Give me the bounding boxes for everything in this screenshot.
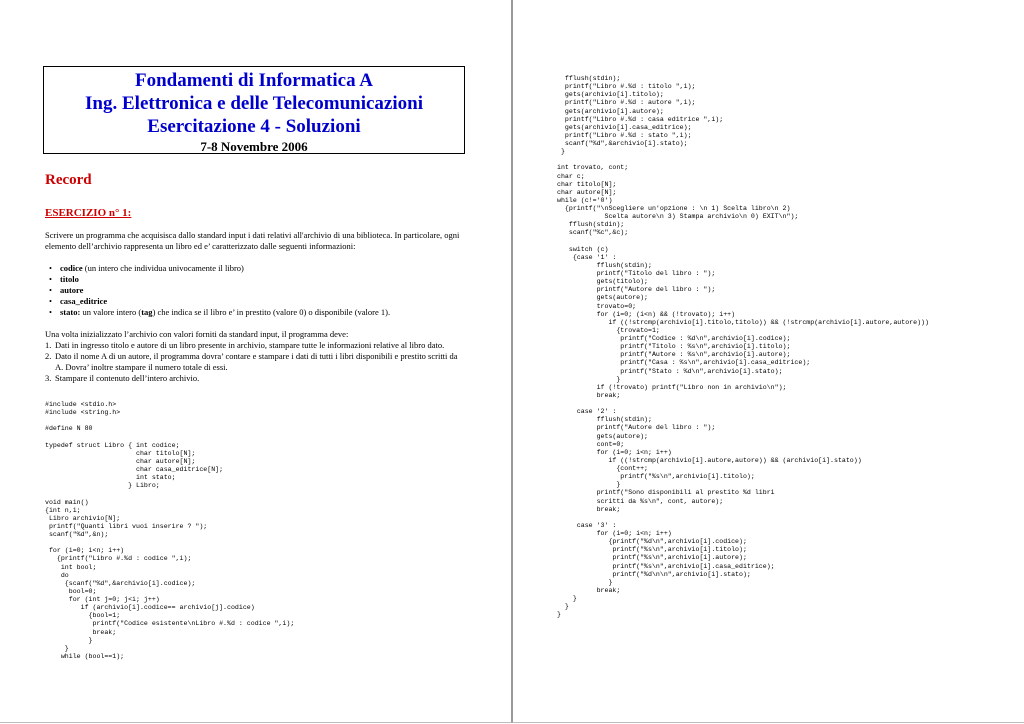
step-text: Stampare il contenuto dell’intero archivio. — [55, 373, 200, 383]
field-tag: tag — [141, 307, 153, 317]
field-desc: ) che indica se il libro e’ in prestito (valore 0) o disponibile (valore 1). — [152, 307, 391, 317]
code-block-left: #include <stdio.h> #include <string.h> #define N 80 typedef struct Libro { int codice; char titolo[N]; char autore[N]; char casa_editrice[N]; int stato; } Libro; void main() {int n,i; Libro archivio[N]; printf("Quanti libri vuoi inserire ? "); scanf("%d",&n); for (i=0; i<n; i++) {printf("Libro #.%d : codice ",i); int bool; do {scanf("%d",&archivio[i].codice); bool=0; for (int j=0; j<i; j++) if (archivio[i].codice== archivio[j].codice) {bool=1; printf("Codice esistente\nLibro #.%d : codice ",i); break; } } while (bool==1); — [45, 401, 295, 660]
step-item — [45, 340, 465, 351]
field-item — [45, 285, 465, 296]
step-text: Dati in ingresso titolo e autore di un libro presente in archivio, stampare tutte le informazioni relative al libro dato. — [55, 340, 445, 350]
step-number: 3. — [45, 373, 52, 383]
step-item — [45, 351, 465, 373]
field-name: titolo — [60, 274, 79, 284]
steps-intro: Una volta inizializzato l’archivio con valori forniti da standard input, il programma deve: — [45, 329, 349, 339]
step-text: Dato il nome A di un autore, il programma dovra’ contare e stampare i dati di tutti i libri disponibili e prestito scritti da A. Dovra’ inoltre stampare il numero totale di essi. — [55, 351, 458, 372]
title-line-1: Fondamenti di Informatica A — [134, 70, 374, 91]
left-page — [0, 0, 512, 723]
step-number: 1. — [45, 340, 52, 350]
field-item — [45, 274, 465, 285]
field-name: codice — [60, 263, 83, 273]
field-list — [45, 263, 465, 318]
field-item — [45, 263, 465, 274]
title-date: 7-8 Novembre 2006 — [200, 139, 308, 154]
intro-paragraph: Scrivere un programma che acquisisca dallo standard input i dati relativi all'archivio di una biblioteca. In particolare, ogni elemento dell’archivio rappresenta un libro ed e’ caratterizzato dalle seguenti informazioni: — [45, 230, 460, 251]
section-title: Record — [45, 172, 92, 188]
code-block-right: fflush(stdin); printf("Libro #.%d : titolo ",i); gets(archivio[i].titolo); printf("Libro #.%d : autore ",i); gets(archivio[i].autore); printf("Libro #.%d : casa editrice ",i); gets(archivio[i].casa_editrice); printf("Libro #.%d : stato ",i); scanf("%d",&archivio[i].stato); } int trovato, cont; char c; char titolo[N]; char autore[N]; while (c!='0') {printf("\nScegliere un'opzione : \n 1) Scelta libro\n 2) Scelta autore\n 3) Stampa archivio\n 0) EXIT\n"); fflush(stdin); scanf("%c",&c); switch (c) {case '1' : fflush(stdin); printf("Titolo del libro : "); gets(titolo); printf("Autore del libro : "); gets(autore); trovato=0; for (i=0; (i<n) && (!trovato); i++) if ((!strcmp(archivio[i].titolo,titolo)) && (!strcmp(archivio[i].autore,autore))) {trovato=1; printf("Codice : %d\n",archivio[i].codice); printf("Titolo : %s\n",archivio[i].titolo); printf("Autore : %s\n",archivio[i].autore); printf("Casa : %s\n",archivio[i].casa_editrice); printf("Stato : %d\n",archivio[i].stato); } if (!trovato) printf("Libro non in archivio\n"); break; case '2' : fflush(stdin); printf("Autore del libro : "); gets(autore); cont=0; for (i=0; i<n; i++) if ((!strcmp(archivio[i].autore,autore)) && (archivio[i].stato)) {cont++; printf("%s\n",archivio[i].titolo); } printf("Sono disponibili al prestito %d libri scritti da %s\n", cont, autore); break; case '3' : for (i=0; i<n; i++) {printf("%d\n",archivio[i].codice); printf("%s\n",archivio[i].titolo); printf("%s\n",archivio[i].autore); printf("%s\n",archivio[i].casa_editrice); printf("%d\n\n",archivio[i].stato); } break; } } } — [557, 75, 929, 619]
step-item — [45, 373, 465, 384]
field-item — [45, 307, 465, 318]
field-name: autore — [60, 285, 84, 295]
exercise-title: ESERCIZIO n° 1: — [45, 207, 132, 219]
field-name: casa_editrice — [60, 296, 108, 306]
field-name: stato: — [60, 307, 81, 317]
title-box — [43, 66, 465, 154]
title-line-2: Ing. Elettronica e delle Telecomunicazioni — [85, 93, 423, 114]
step-number: 2. — [45, 351, 52, 361]
title-line-3: Esercitazione 4 - Soluzioni — [147, 116, 361, 137]
steps-list — [45, 340, 465, 384]
field-item — [45, 296, 465, 307]
field-desc-pre: un valore intero ( — [80, 307, 142, 317]
field-desc: (un intero che individua univocamente il libro) — [82, 263, 244, 273]
